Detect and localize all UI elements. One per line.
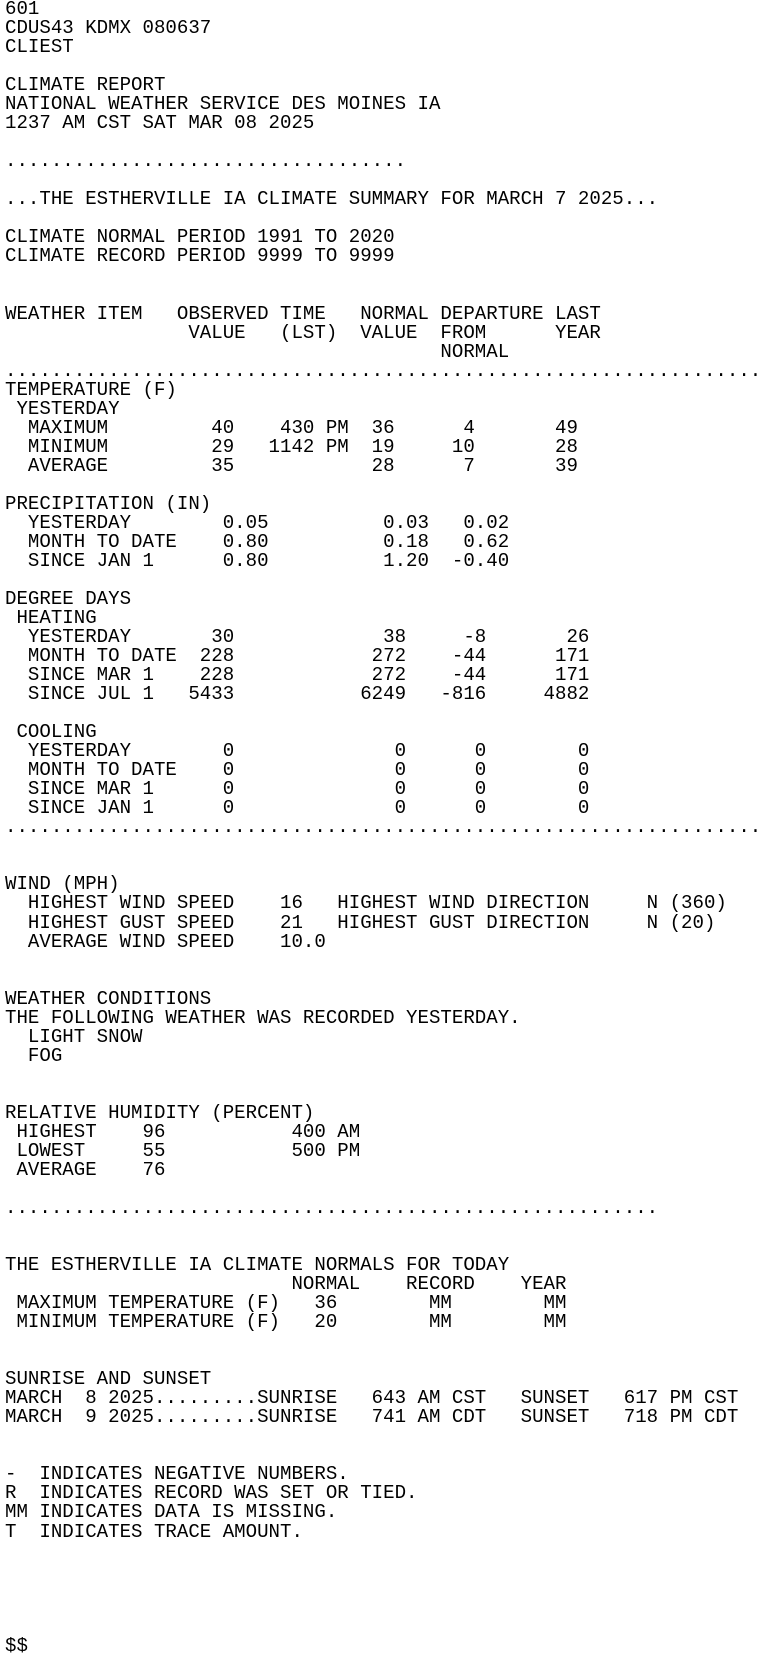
report-line: HEATING (5, 607, 97, 629)
report-line: MONTH TO DATE 0.80 0.18 0.62 (5, 530, 510, 553)
report-line: .................................................................. (5, 816, 762, 839)
report-line: FOG (5, 1044, 63, 1067)
report-line: MAXIMUM 40 430 PM 36 4 49 (5, 416, 578, 439)
report-line: ................................... (5, 150, 407, 173)
report-line: NORMAL RECORD YEAR (5, 1273, 567, 1296)
report-line: HIGHEST WIND SPEED 16 HIGHEST WIND DIRECTION N (360) (5, 892, 727, 915)
report-line: MONTH TO DATE 228 272 -44 171 (5, 645, 590, 668)
report-line: YESTERDAY (5, 397, 120, 420)
report-line: SINCE JAN 1 0.80 1.20 -0.40 (5, 549, 510, 572)
report-line: SINCE MAR 1 0 0 0 0 (5, 778, 590, 801)
report-line (5, 1066, 778, 1085)
report-line: THE FOLLOWING WEATHER WAS RECORDED YESTERDAY. (5, 1006, 521, 1029)
report-line: MAXIMUM TEMPERATURE (F) 36 MM MM (5, 1292, 567, 1315)
report-line: AVERAGE 35 28 7 39 (5, 454, 578, 477)
report-line: - INDICATES NEGATIVE NUMBERS. (5, 1463, 349, 1486)
report-line: ......................................................... (5, 1196, 659, 1219)
report-line (5, 1218, 778, 1237)
report-line (5, 1599, 778, 1618)
report-line: WEATHER CONDITIONS (5, 987, 212, 1010)
report-line: PRECIPITATION (IN) (5, 492, 212, 515)
report-line: 601 (5, 0, 40, 20)
report-line: $$ (5, 1634, 28, 1657)
report-line: ...THE ESTHERVILLE IA CLIMATE SUMMARY FOR MARCH 7 2025... (5, 188, 659, 211)
report-line: TEMPERATURE (F) (5, 378, 177, 401)
report-line: RELATIVE HUMIDITY (PERCENT) (5, 1101, 315, 1124)
report-line: HIGHEST GUST SPEED 21 HIGHEST GUST DIRECTION N (20) (5, 911, 716, 934)
report-line (5, 1332, 778, 1351)
report-line (5, 1561, 778, 1580)
report-line: LIGHT SNOW (5, 1025, 143, 1048)
report-line (5, 1580, 778, 1599)
report-line: LOWEST 55 500 PM (5, 1139, 361, 1162)
report-line: CLIMATE REPORT (5, 74, 166, 97)
report-line: YESTERDAY 30 38 -8 26 (5, 626, 590, 649)
report-line (5, 1618, 778, 1637)
report-line: SINCE JAN 1 0 0 0 0 (5, 797, 590, 820)
report-line: CLIEST (5, 36, 74, 59)
report-line: WEATHER ITEM OBSERVED TIME NORMAL DEPARTURE LAST (5, 302, 601, 325)
report-line (5, 971, 778, 990)
report-line: WIND (MPH) (5, 873, 120, 896)
report-line: HIGHEST 96 400 AM (5, 1120, 361, 1143)
report-line: MARCH 8 2025.........SUNRISE 643 AM CST SUNSET 617 PM CST (5, 1387, 739, 1410)
report-line: NORMAL (5, 340, 510, 363)
report-line (5, 266, 778, 285)
report-line: .................................................................. (5, 359, 762, 382)
report-line: THE ESTHERVILLE IA CLIMATE NORMALS FOR TODAY (5, 1254, 510, 1277)
report-line (5, 1427, 778, 1446)
report-line: MARCH 9 2025.........SUNRISE 741 AM CDT SUNSET 718 PM CDT (5, 1406, 739, 1429)
report-line: VALUE (LST) VALUE FROM YEAR (5, 321, 601, 344)
report-line: CDUS43 KDMX 080637 (5, 17, 212, 40)
report-line (5, 704, 778, 723)
report-line (5, 837, 778, 856)
report-line (5, 1542, 778, 1561)
report-line: DEGREE DAYS (5, 587, 132, 610)
report-line: YESTERDAY 0.05 0.03 0.02 (5, 511, 510, 534)
report-line: MINIMUM TEMPERATURE (F) 20 MM MM (5, 1311, 567, 1334)
report-line: CLIMATE NORMAL PERIOD 1991 TO 2020 (5, 226, 395, 249)
report-line: MONTH TO DATE 0 0 0 0 (5, 759, 590, 782)
report-line (5, 1085, 778, 1104)
report-line (5, 285, 778, 304)
report-line: NATIONAL WEATHER SERVICE DES MOINES IA (5, 93, 441, 116)
report-line: MINIMUM 29 1142 PM 19 10 28 (5, 435, 578, 458)
report-line: SUNRISE AND SUNSET (5, 1368, 212, 1391)
report-line: SINCE JUL 1 5433 6249 -816 4882 (5, 683, 590, 706)
report-line: CLIMATE RECORD PERIOD 9999 TO 9999 (5, 245, 395, 268)
report-line: SINCE MAR 1 228 272 -44 171 (5, 664, 590, 687)
report-line: AVERAGE 76 (5, 1158, 166, 1181)
report-line: AVERAGE WIND SPEED 10.0 (5, 930, 326, 953)
report-line: YESTERDAY 0 0 0 0 (5, 740, 590, 763)
report-line: T INDICATES TRACE AMOUNT. (5, 1520, 303, 1543)
report-line (5, 476, 778, 495)
report-line: COOLING (5, 721, 97, 744)
report-line: MM INDICATES DATA IS MISSING. (5, 1501, 338, 1524)
report-line (5, 856, 778, 875)
report-line: R INDICATES RECORD WAS SET OR TIED. (5, 1482, 418, 1505)
report-line: 1237 AM CST SAT MAR 08 2025 (5, 112, 315, 135)
report-line (5, 952, 778, 971)
